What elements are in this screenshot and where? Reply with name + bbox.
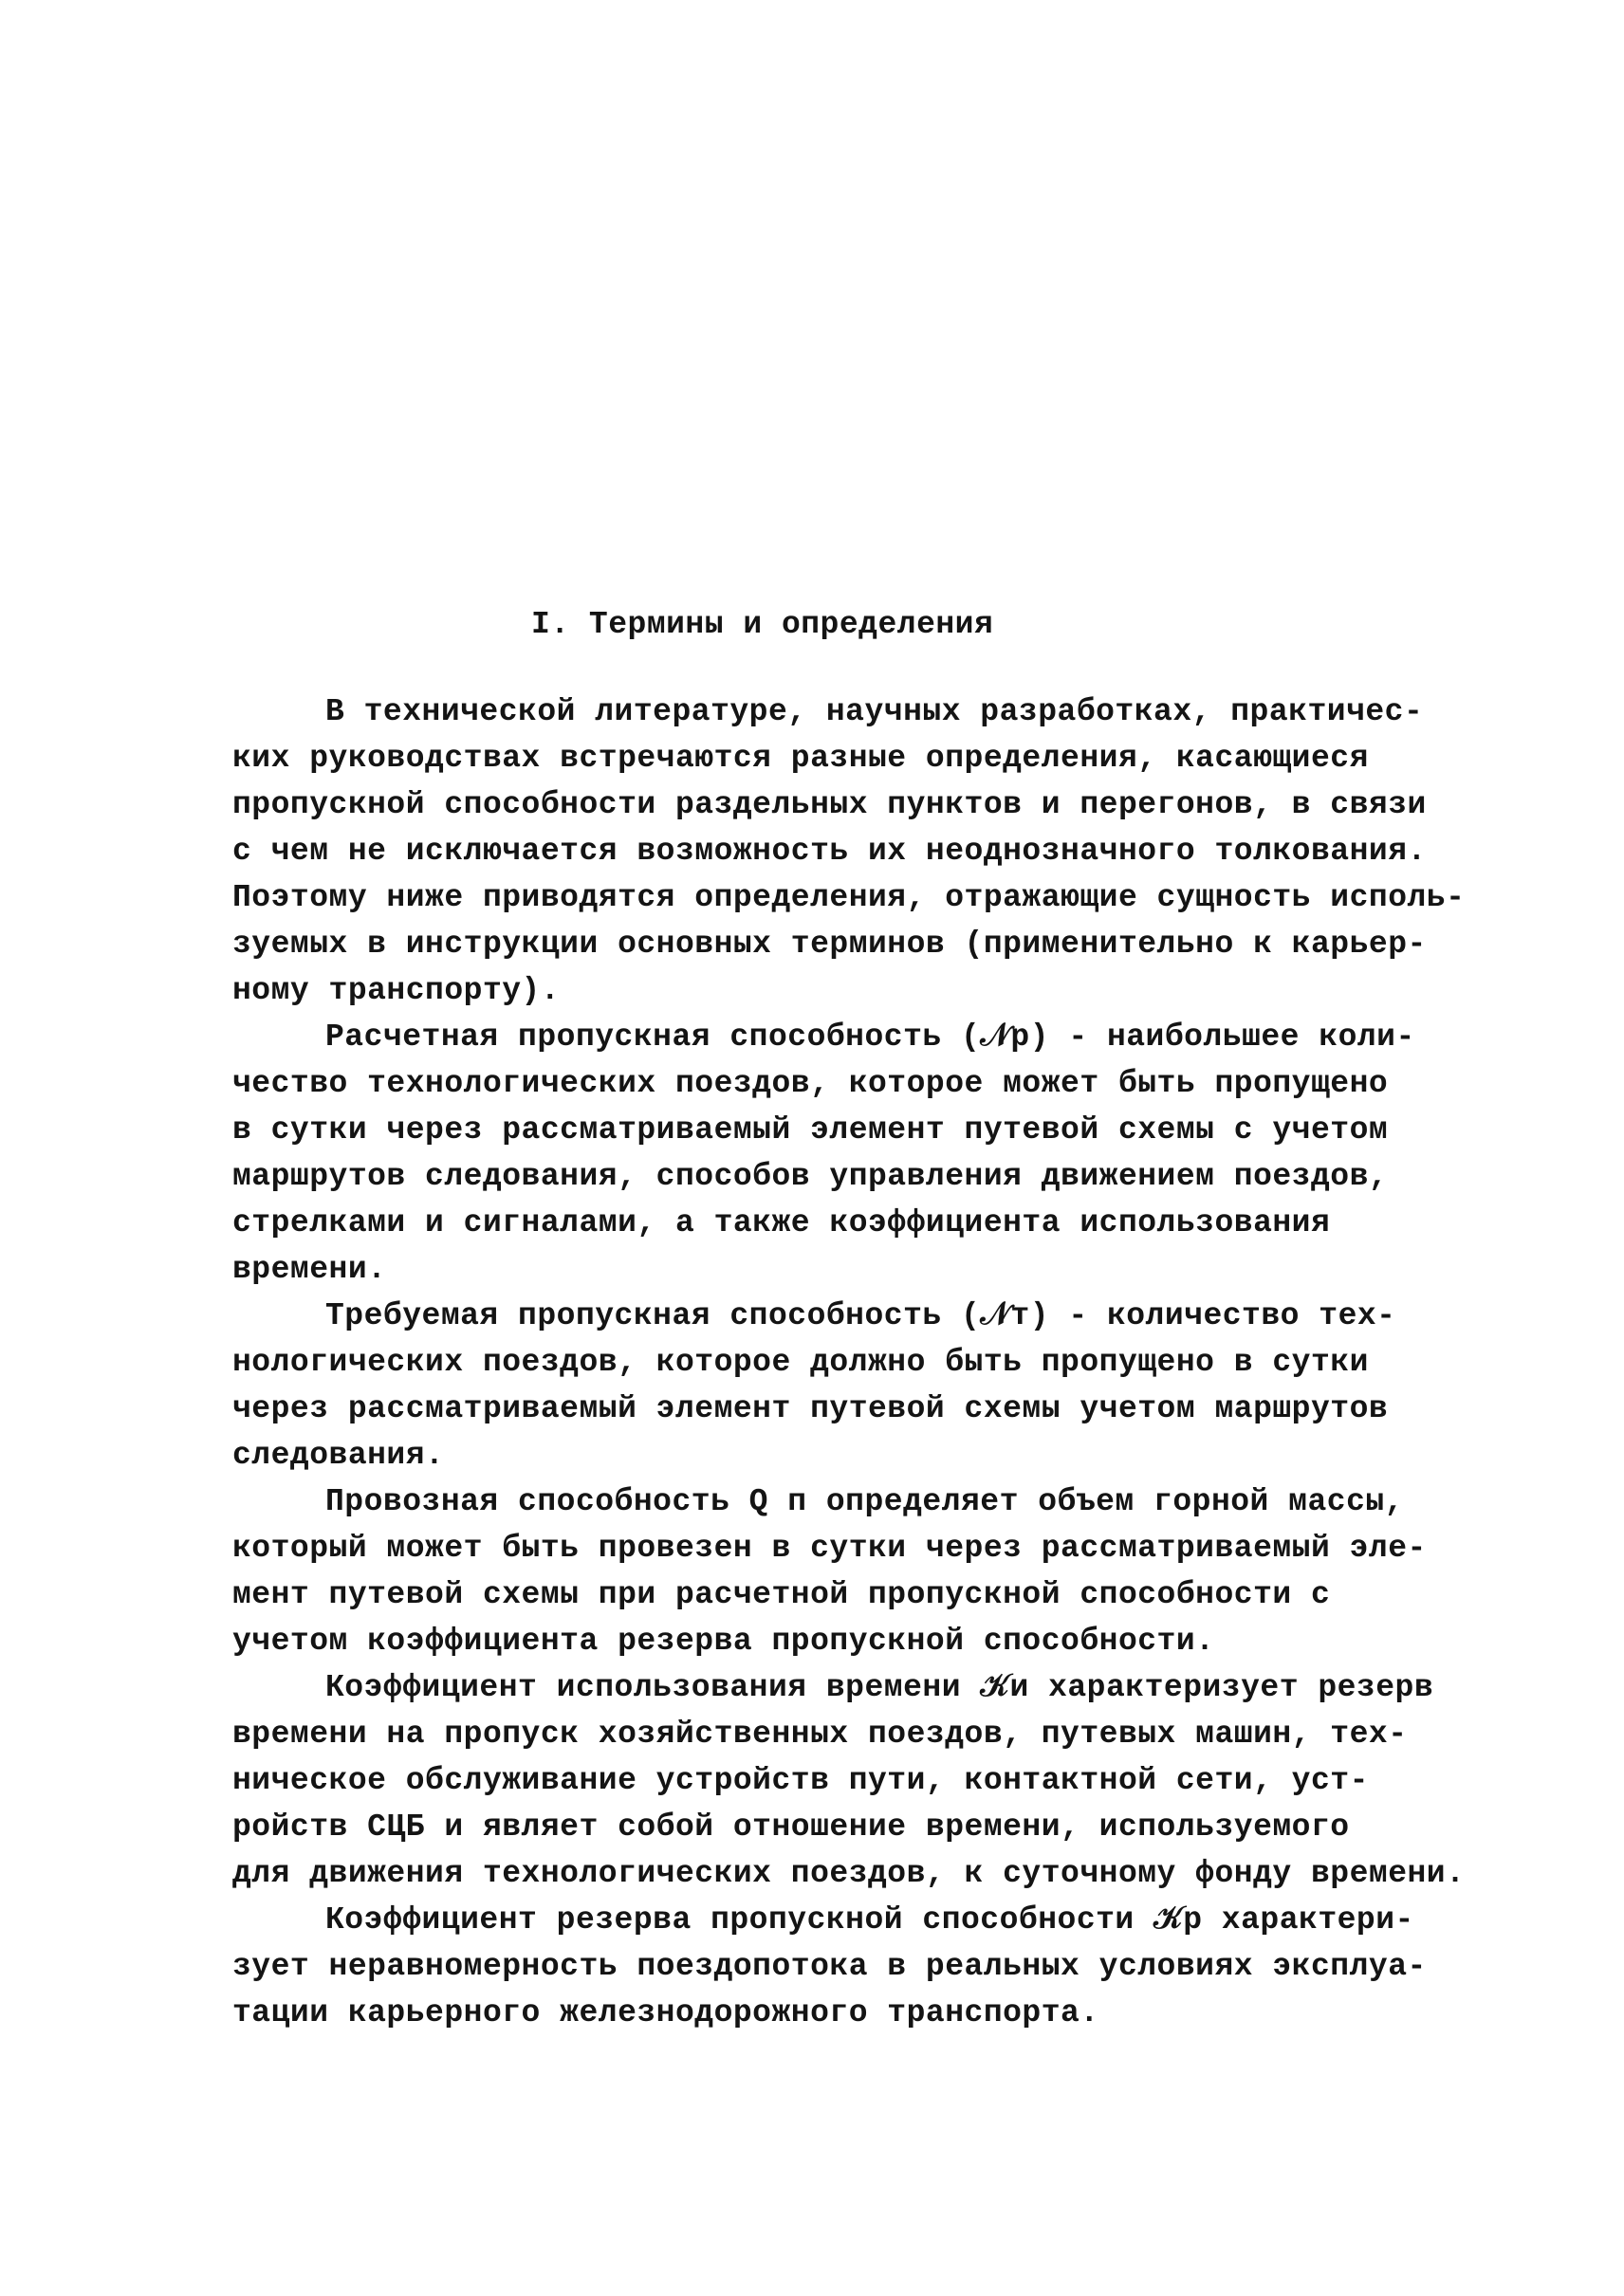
paragraph-line: следования. (232, 1438, 445, 1473)
paragraph-line: Поэтому ниже приводятся определения, отражающие сущность исполь- (232, 880, 1466, 915)
section-heading: I. Термины и определения (531, 607, 994, 642)
paragraph-line: чество технологических поездов, которое может быть пропущено (232, 1066, 1389, 1101)
paragraph-line: Расчетная пропускная способность (𝒩р) - наибольшее коли- (325, 1019, 1415, 1055)
paragraph-line: В технической литературе, научных разработках, практичес- (325, 694, 1424, 729)
paragraph-line: зует неравномерность поездопотока в реальных условиях эксплуа- (232, 1949, 1427, 1984)
paragraph-line: пропускной способности раздельных пунктов и перегонов, в связи (232, 787, 1427, 822)
paragraph-line: времени. (232, 1252, 387, 1287)
paragraph-line: для движения технологических поездов, к суточному фонду времени. (232, 1856, 1466, 1891)
paragraph-line: нологических поездов, которое должно быть пропущено в сутки (232, 1345, 1369, 1380)
paragraph-line: с чем не исключается возможность их неоднозначного толкования. (232, 834, 1427, 869)
paragraph-line: мент путевой схемы при расчетной пропускной способности с (232, 1577, 1331, 1612)
paragraph-line: Провозная способность Q п определяет объем горной массы, (325, 1484, 1404, 1519)
paragraph-line: в сутки через рассматриваемый элемент путевой схемы с учетом (232, 1112, 1389, 1148)
paragraph-line: зуемых в инструкции основных терминов (применительно к карьер- (232, 927, 1427, 962)
paragraph-line: ройств СЦБ и являет собой отношение времени, используемого (232, 1809, 1350, 1845)
paragraph-line: Коэффициент использования времени 𝒦и характеризует резерв (325, 1670, 1434, 1705)
paragraph-line: маршрутов следования, способов управления движением поездов, (232, 1159, 1389, 1194)
paragraph-line: через рассматриваемый элемент путевой схемы учетом маршрутов (232, 1391, 1389, 1426)
paragraph-line: ному транспорту). (232, 973, 561, 1008)
paragraph-line: времени на пропуск хозяйственных поездов, путевых машин, тех- (232, 1717, 1408, 1752)
paragraph-line: учетом коэффициента резерва пропускной способности. (232, 1624, 1215, 1659)
paragraph-line: стрелками и сигналами, а также коэффициента использования (232, 1205, 1331, 1240)
paragraph-line: Коэффициент резерва пропускной способности 𝒦р характери- (325, 1902, 1414, 1938)
paragraph-line: ких руководствах встречаются разные определения, касающиеся (232, 741, 1369, 776)
paragraph-line: тации карьерного железнодорожного транспорта. (232, 1995, 1099, 2030)
paragraph-line: Требуемая пропускная способность (𝒩т) - количество тех- (325, 1298, 1396, 1333)
paragraph-line: который может быть провезен в сутки через рассматриваемый эле- (232, 1531, 1427, 1566)
paragraph-line: ническое обслуживание устройств пути, контактной сети, уст- (232, 1763, 1369, 1798)
